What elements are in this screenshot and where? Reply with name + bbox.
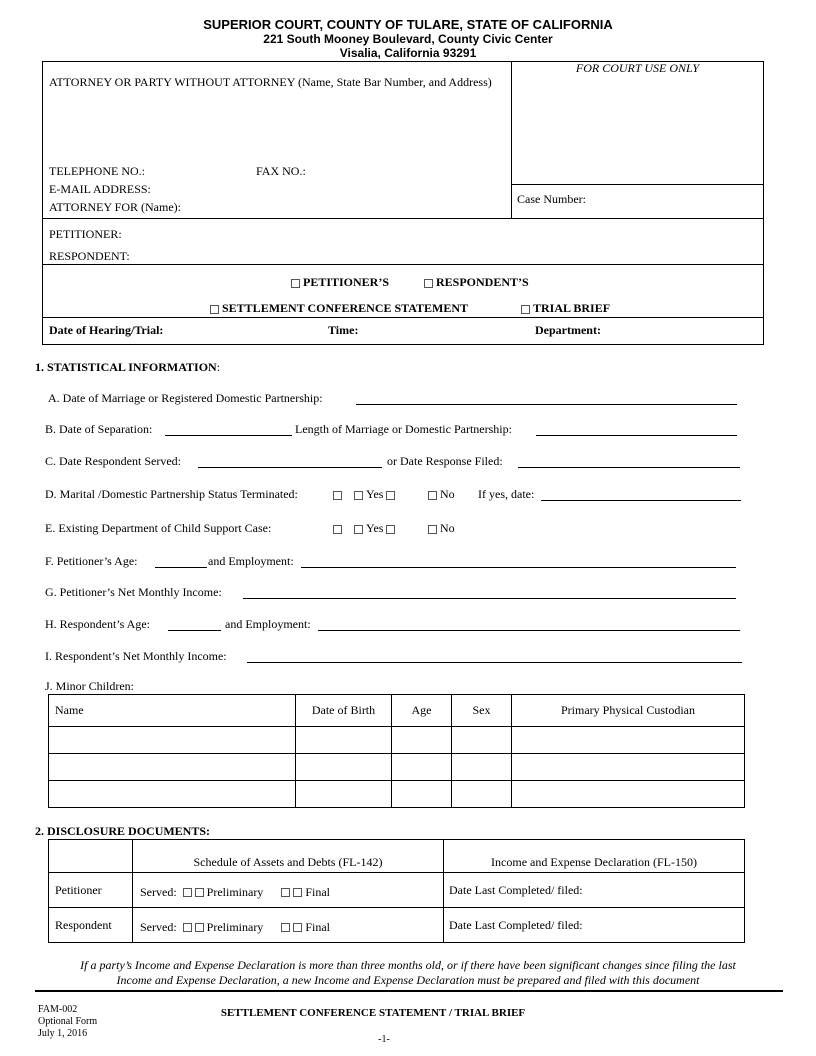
- child-support-label: E. Existing Department of Child Support Case:: [45, 521, 272, 535]
- trial-brief-option-label: TRIAL BRIEF: [533, 301, 611, 315]
- checkbox-icon[interactable]: [293, 923, 302, 932]
- child-support-no[interactable]: [428, 521, 455, 536]
- age-cell[interactable]: [392, 727, 452, 754]
- case-number-label[interactable]: Case Number:: [517, 192, 586, 206]
- petitioner-age-label: F. Petitioner’s Age:: [45, 554, 138, 568]
- respondent-employment-field[interactable]: [318, 618, 740, 631]
- respondent-served-field[interactable]: [198, 455, 382, 468]
- col-custodian: Primary Physical Custodian: [512, 695, 745, 727]
- respondent-income-label: I. Respondent’s Net Monthly Income:: [45, 649, 227, 663]
- yes-label: Yes: [366, 521, 384, 535]
- marriage-date-label: A. Date of Marriage or Registered Domestic Partnership:: [48, 391, 323, 405]
- notice-line-2: Income and Expense Declaration, a new Income and Expense Declaration must be prepared and filed with this document: [116, 973, 700, 987]
- attorney-label: ATTORNEY OR PARTY WITHOUT ATTORNEY (Name, State Bar Number, and Address): [49, 75, 492, 89]
- sex-cell[interactable]: [452, 781, 512, 808]
- preliminary-label: Preliminary: [206, 884, 264, 899]
- col-name: Name: [49, 695, 296, 727]
- if-yes-date-field[interactable]: [541, 488, 741, 501]
- checkbox-icon[interactable]: [281, 923, 290, 932]
- checkbox-icon[interactable]: [386, 491, 395, 500]
- court-city: Visalia, California 93291: [339, 46, 477, 60]
- trial-brief-option[interactable]: [521, 301, 610, 316]
- final-label: Final: [305, 884, 330, 899]
- petitioners-option[interactable]: [291, 275, 389, 290]
- respondent-date-cell[interactable]: Date Last Completed/ filed:: [444, 908, 745, 943]
- caption-line-2: [42, 264, 764, 265]
- checkbox-icon[interactable]: [333, 491, 342, 500]
- respondent-row: [49, 908, 745, 943]
- checkbox-icon[interactable]: [291, 279, 300, 288]
- notice-line-1: If a party’s Income and Expense Declaration is more than three months old, or if there have been significant changes since filing the last: [80, 958, 736, 972]
- custodian-cell[interactable]: [512, 754, 745, 781]
- department-label[interactable]: Department:: [535, 323, 601, 337]
- sex-cell[interactable]: [452, 727, 512, 754]
- caption-line-3: [42, 317, 764, 318]
- age-cell[interactable]: [392, 781, 452, 808]
- checkbox-icon[interactable]: [428, 491, 437, 500]
- respondent-served-label: C. Date Respondent Served:: [45, 454, 181, 468]
- marriage-length-field[interactable]: [536, 423, 737, 436]
- dob-cell[interactable]: [296, 727, 392, 754]
- checkbox-icon[interactable]: [195, 923, 204, 932]
- dob-cell[interactable]: [296, 781, 392, 808]
- blank-cell: [49, 840, 133, 873]
- marriage-length-label: Length of Marriage or Domestic Partnership:: [295, 422, 512, 436]
- checkbox-icon[interactable]: [183, 923, 192, 932]
- petitioner-employment-field[interactable]: [301, 555, 736, 568]
- col-dob: Date of Birth: [296, 695, 392, 727]
- email-label[interactable]: E-MAIL ADDRESS:: [49, 182, 151, 196]
- form-date: July 1, 2016: [38, 1028, 88, 1039]
- col-sex: Sex: [452, 695, 512, 727]
- dob-cell[interactable]: [296, 754, 392, 781]
- checkbox-icon[interactable]: [354, 525, 363, 534]
- marriage-date-field[interactable]: [356, 392, 737, 405]
- checkbox-icon[interactable]: [210, 305, 219, 314]
- if-yes-date-label: If yes, date:: [478, 487, 535, 501]
- col-age: Age: [392, 695, 452, 727]
- child-support-yes[interactable]: [333, 521, 398, 536]
- children-header-row: [49, 695, 745, 727]
- checkbox-icon[interactable]: [386, 525, 395, 534]
- checkbox-icon[interactable]: [293, 888, 302, 897]
- petitioner-age-field[interactable]: [155, 555, 207, 568]
- respondent-label[interactable]: RESPONDENT:: [49, 249, 130, 263]
- response-filed-field[interactable]: [518, 455, 740, 468]
- preliminary-label: Preliminary: [206, 919, 264, 934]
- petitioner-served-cell[interactable]: [133, 873, 444, 908]
- served-label: Served:: [140, 919, 177, 934]
- separation-date-field[interactable]: [165, 423, 292, 436]
- fax-label[interactable]: FAX NO.:: [256, 164, 306, 178]
- caption-line-1: [42, 218, 764, 219]
- status-terminated-no[interactable]: [428, 487, 455, 502]
- table-row[interactable]: [49, 754, 745, 781]
- disclosure-table: [48, 839, 745, 943]
- col-assets: Schedule of Assets and Debts (FL-142): [133, 840, 444, 873]
- status-terminated-label: D. Marital /Domestic Partnership Status Terminated:: [45, 487, 298, 501]
- caption-divider: [511, 61, 512, 218]
- name-cell[interactable]: [49, 727, 296, 754]
- respondent-served-cell[interactable]: [133, 908, 444, 943]
- no-label: No: [440, 487, 455, 501]
- optional-form: Optional Form: [38, 1016, 98, 1027]
- time-label[interactable]: Time:: [328, 323, 359, 337]
- respondents-option[interactable]: [424, 275, 529, 290]
- minor-children-label: J. Minor Children:: [45, 679, 134, 693]
- sex-cell[interactable]: [452, 754, 512, 781]
- children-table: [48, 694, 745, 808]
- section1-title: 1. STATISTICAL INFORMATION:: [35, 360, 221, 374]
- respondent-employment-label: and Employment:: [225, 617, 311, 631]
- court-name: SUPERIOR COURT, COUNTY OF TULARE, STATE OF CALIFORNIA: [203, 17, 613, 32]
- status-terminated-yes[interactable]: [333, 487, 398, 502]
- table-row[interactable]: [49, 727, 745, 754]
- checkbox-icon[interactable]: [354, 491, 363, 500]
- settlement-option[interactable]: [210, 301, 468, 316]
- respondent-age-label: H. Respondent’s Age:: [45, 617, 150, 631]
- petitioner-employment-label: and Employment:: [208, 554, 294, 568]
- yes-label: Yes: [366, 487, 384, 501]
- petitioner-label[interactable]: PETITIONER:: [49, 227, 122, 241]
- checkbox-icon[interactable]: [428, 525, 437, 534]
- section2-title: 2. DISCLOSURE DOCUMENTS:: [35, 824, 211, 838]
- checkbox-icon[interactable]: [333, 525, 342, 534]
- col-income: Income and Expense Declaration (FL-150): [444, 840, 745, 873]
- court-use-label: FOR COURT USE ONLY: [575, 61, 700, 75]
- name-cell[interactable]: [49, 781, 296, 808]
- telephone-label[interactable]: TELEPHONE NO.:: [49, 164, 145, 178]
- settlement-option-label: SETTLEMENT CONFERENCE STATEMENT: [222, 301, 469, 315]
- checkbox-icon[interactable]: [521, 305, 530, 314]
- form-id: FAM-002: [38, 1004, 78, 1015]
- court-use-divider: [511, 184, 764, 185]
- hearing-date-label[interactable]: Date of Hearing/Trial:: [49, 323, 164, 337]
- attorney-for-label[interactable]: ATTORNEY FOR (Name):: [49, 200, 181, 214]
- petitioner-date-cell[interactable]: Date Last Completed/ filed:: [444, 873, 745, 908]
- table-row[interactable]: [49, 781, 745, 808]
- respondents-option-label: RESPONDENT’S: [436, 275, 529, 289]
- respondent-income-field[interactable]: [247, 650, 742, 663]
- petitioner-row: [49, 873, 745, 908]
- petitioners-option-label: PETITIONER’S: [303, 275, 390, 289]
- checkbox-icon[interactable]: [281, 888, 290, 897]
- separation-date-label: B. Date of Separation:: [45, 422, 153, 436]
- disclosure-header-row: [49, 840, 745, 873]
- footer-title: SETTLEMENT CONFERENCE STATEMENT / TRIAL BRIEF: [220, 1007, 526, 1019]
- page-number: -1-: [378, 1034, 390, 1045]
- name-cell[interactable]: [49, 754, 296, 781]
- age-cell[interactable]: [392, 754, 452, 781]
- no-label: No: [440, 521, 455, 535]
- respondent-age-field[interactable]: [168, 618, 221, 631]
- respondent-row-label: Respondent: [49, 908, 133, 943]
- checkbox-icon[interactable]: [424, 279, 433, 288]
- custodian-cell[interactable]: [512, 727, 745, 754]
- court-address: 221 South Mooney Boulevard, County Civic Center: [263, 32, 553, 46]
- response-filed-label: or Date Response Filed:: [387, 454, 503, 468]
- petitioner-income-label: G. Petitioner’s Net Monthly Income:: [45, 585, 222, 599]
- final-label: Final: [305, 919, 330, 934]
- custodian-cell[interactable]: [512, 781, 745, 808]
- checkbox-icon[interactable]: [195, 888, 204, 897]
- checkbox-icon[interactable]: [183, 888, 192, 897]
- footer-rule: [35, 990, 783, 992]
- petitioner-income-field[interactable]: [243, 586, 736, 599]
- served-label: Served:: [140, 884, 177, 899]
- petitioner-row-label: Petitioner: [49, 873, 133, 908]
